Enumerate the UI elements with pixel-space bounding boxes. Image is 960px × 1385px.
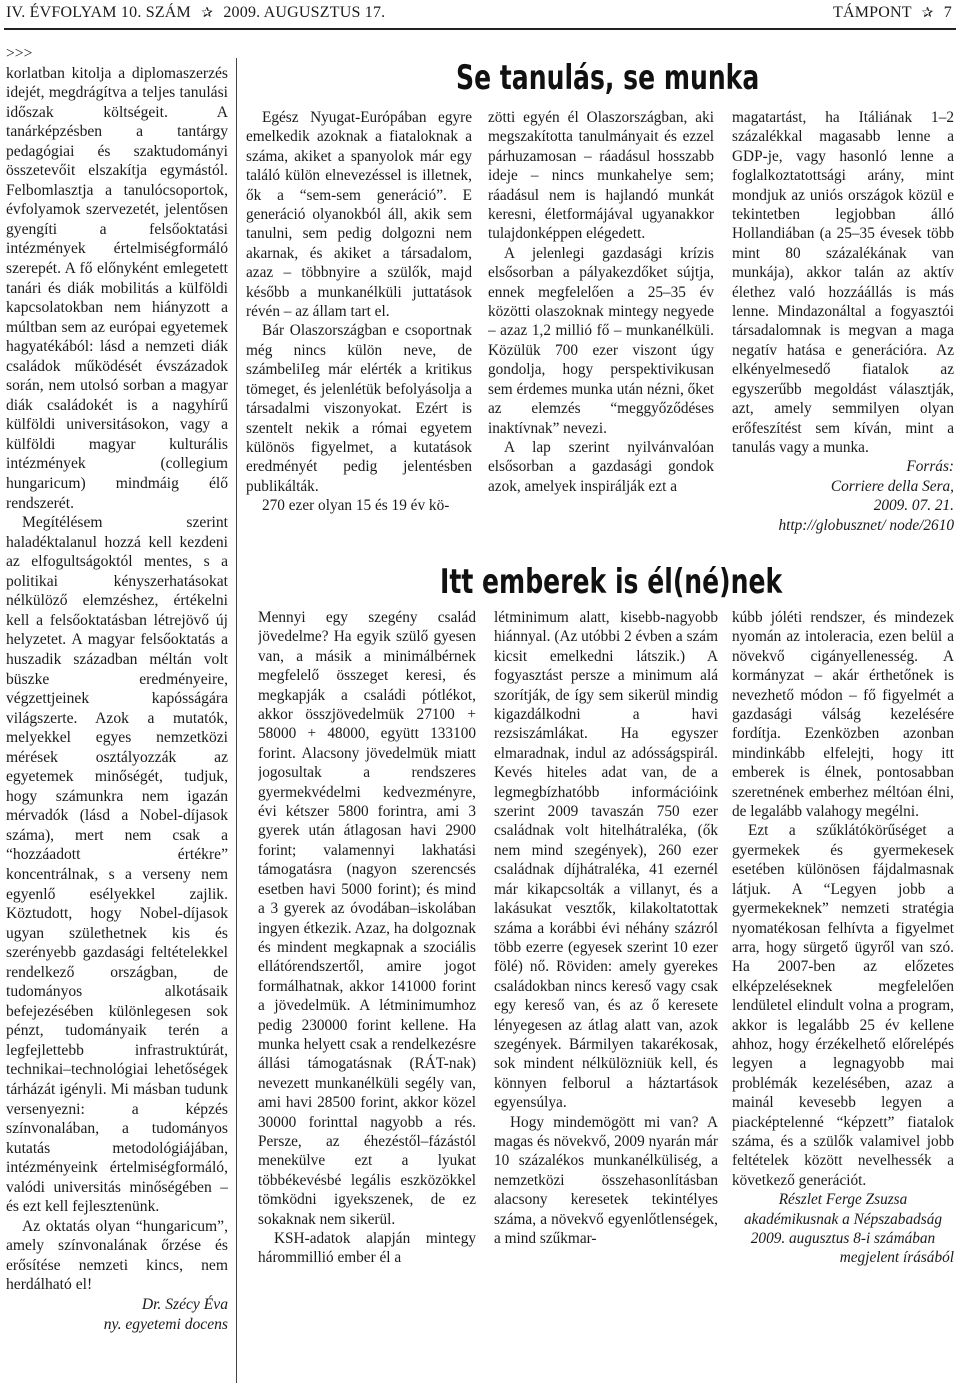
paragraph: Hogy mindemögött mi van? A magas és növekvő, 2009 nyarán már 10 százalékos munkanélküliség, a nemzetközi összehasonlításban alacsony keresetek tekintélyes száma, a növekvő egyenlőtlenségek, a mind szűkmar-: [494, 1113, 718, 1247]
paragraph: Egész Nyugat-Európában egyre emelkedik azoknak a fiataloknak a száma, akiket a spanyolok már egy találó külön elnevezéssel is illetnek, ők a “sem-sem generáció”. E generáció olyanokból áll, akik sem tanulni, sem pedig dolgozni nem akarnak, és akiket a társadalom, azaz – többnyire a szülők, majd később a munkanélküli juttatások révén – az állam tart el.: [246, 109, 472, 321]
paragraph: Az oktatás olyan “hungaricum”, amely színvonalának őrzése és erősítése nemzeti kincs, nem herdálható el!: [6, 1217, 228, 1294]
article-headline: Itt emberek is él(né)nek: [440, 562, 783, 602]
credit-line: Részlet Ferge Zsuzsa: [778, 1191, 908, 1209]
article1-column-3: [732, 108, 954, 548]
star-icon: ✰: [201, 6, 214, 21]
issue-label: IV. ÉVFOLYAM 10. SZÁM: [6, 4, 191, 21]
article2-column-3: [732, 608, 954, 1383]
credit-line: megjelent írásából: [839, 1249, 954, 1267]
source-label: Forrás:: [906, 458, 954, 476]
column-divider: [236, 58, 237, 1383]
left-column: [6, 44, 228, 1384]
paragraph: 270 ezer olyan 15 és 19 év kö-: [262, 497, 450, 515]
author-title: ny. egyetemi docens: [103, 1315, 228, 1333]
paragraph: Mennyi egy szegény család jövedelme? Ha egyik szülő gyesen van, a másik a minimálbérnek megfelelő összeget keresi, és megkapják a családi pótlékot, akkor összjövedelmük 27100 + 58000 + 48000, együtt 133100 forint. Alacsony jövedelmük miatt jogosultak a rendszeres gyermekvédelmi kedvezményre, évi kétszer 5800 forintra, ami 3 gyerek után átlagosan havi 2900 forint; valamennyi lakhatási támogatásra (nagyon szerencsés esetben havi 5000 forint); és mind a 3 gyerek az óvodában–iskolában ingyen étkezik. Azaz, ha dolgoznak és mindent megkapnak a szociális ellátórendszertől, amire jogot formálhatnak, akkor 141000 forint a jövedelmük. A létminimumhoz pedig 230000 forint kellene. Ha munka helyett csak a rendelkezésre állási támogatásnak (RÁT-nak) nevezett munkanélküli segély van, ami havi 28500 forint, akkor közel 30000 forinttal nagyobb a rés. Persze, az éhezéstől–fázástól menekülve ezt a lyukat többékevésbé legális eszközökkel tömködni igyekszenek, de ez sokaknak nem sikerül.: [258, 609, 476, 1228]
page-number: 7: [943, 4, 952, 21]
paragraph: A lap szerint nyilvánvalóan elsősorban a gazdasági gondok azok, amelyek inspirálják ezt a: [488, 438, 714, 495]
credit-line: 2009. augusztus 8-i számában: [750, 1230, 936, 1247]
paragraph: KSH-adatok alapján mintegy hárommillió ember él a: [258, 1230, 476, 1267]
source-name: Corriere della Sera,: [830, 477, 954, 495]
header-rule: [4, 28, 956, 30]
header-left: [6, 4, 385, 22]
issue-date: 2009. AUGUSZTUS 17.: [223, 4, 386, 21]
paragraph: magatartást, ha Itáliának 1–2 százalékkal magasabb lenne a GDP-je, vagy hasonló lenne a foglalkoztatottsági arány, mint mondjuk az uniós országok közül e tekintetben legjobban álló Hollandiában (a 25–35 évesek több mint 80 százalékának van munkája), akkor talán az aktív élethez való hozzáállás is más lenne. Mindazonáltal a fogyasztói társadalomnak is megvan a maga negatív hatása e generációra. Az elkényelmesedő fiatalok az egyszerűbb megoldást választják, azt, amely semmilyen olyan erőfeszítést sem kíván, mint a tanulás vagy a munka.: [732, 109, 954, 456]
star-icon: ✰: [921, 6, 934, 21]
paragraph: korlatban kitolja a diplomaszerzés idejét, megdrágítva a teljes tanulási időszak költségeit. A tanárképzésben a tantárgy pedagógiai és szaktudományi összetevőit elszakítja egymástól. Felbomlasztja a tanulócsoportok, évfolyamok szervezetét, jelentősen gyengíti a felsőoktatási intézmények értelmiségformáló szerepét. A fő előnyként emlegetett tanári és diák mobilitás a külföldi kapcsolatokban nem hiányzott a múltban sem az európai egyetemek hagyatékából: lásd a nemzeti diák családok működését évszázadok során, nem utolsó sorban a magyar diák családokét is a nagyhírű külföldi universitásokon, vagy a külföldi magyar kulturális intézmények (collegium hungaricum) mindmáig élő rendszerét.: [6, 64, 228, 512]
header-right: [833, 4, 952, 22]
paragraph: kúbb jóléti rendszer, és mindezek nyomán az intoleracia, ezen belül a növekvő cigányellenesség. A kormányzat – akár érthetőnek is nevezhető módon – fő figyelmét a gazdasági válság kezelésére fordítja. Ezenközben azonban mindinkább elfelejti, hogy itt emberek is élnek, pontosabban szeretnének emberhez méltóan élni, de legalább valahogy megélni.: [732, 609, 954, 821]
source-url: http://globusznet/ node/2610: [778, 516, 954, 534]
paragraph: zötti egyén él Olaszországban, aki megszakította tanulmányait és ezzel párhuzamosan – ráadásul hosszabb ideje – nincs munkahelye sem; ráadásul nem is hajlandó munkát keresni, életformájával ugyanakkor tulajdonképpen elégedett.: [488, 109, 714, 243]
source-date: 2009. 07. 21.: [873, 497, 954, 515]
continuation-mark: >>>: [6, 45, 33, 62]
paragraph: Ezt a szűklátókörűséget a gyermekek és gyermekesek esetében különösen fájdalmasnak látjuk. A “Legyen jobb a gyermekeknek” nemzeti stratégia nyomatékosan felhívta a figyelmet arra, hogy sürgető ügyről van szó. Ha 2007-ben az előzetes elképzeléseknek megfelelően lendületel elindult volna a program, akkor is legalább 25 év kellene ahhoz, hogy érzékelhető előrelépés legyen a legnagyobb mai problémák kezelésében, azaz a mainál kevesebb legyen a piacképtelenné “képzett” fiatalok száma, és a szülők valamivel jobb feltételek között nevelhessék a következő generációt.: [732, 822, 954, 1189]
paragraph: Bár Olaszországban e csoportnak még nincs külön neve, de számbeliIeg már elérték a kritikus tömeget, és jelenlétük befolyásolja a társadalmi viszonyokat. Ezért is szentelt nekik a római egyetem különös figyelmet, a kutatások eredményét pedig jelentésben publikálták.: [246, 322, 472, 495]
article1-column-2: [488, 108, 714, 538]
author-name: Dr. Szécy Éva: [141, 1296, 228, 1313]
article2-column-2: [494, 608, 718, 1383]
article-headline: Se tanulás, se munka: [456, 58, 760, 98]
paragraph: létminimum alatt, kisebb-nagyobb hiánnyal. (Az utóbbi 2 évben a szám kicsit emelkedni látszik.) A fogyasztást persze a minimum alá szorítják, de így sem sikerül mindig kigazdálkodni a havi rezsiszámlákat. Ha egyszer elmaradnak, indul az adósságspirál. Kevés hiteles adat van, de a legmegbízhatóbb információink szerint 2009 tavaszán 750 ezer családnak volt hitelhátraléka, (ők nem mind szegények), 260 ezer családnak díjhátraléka, 41 ezernél már kikapcsolták a villanyt, és a lakásukat vesztők, kilakoltatottak száma a korábbi évi néhány százról több ezerre (egyesek szerint 10 ezer fölé) nő. Röviden: amely gyerekes családokban nincs kereső vagy csak egy kereső van, és az ő keresete lényegesen az átlag alatt van, azok szegények. Bármilyen takarékosak, sok mindent nélkülözniük kell, és könnyen felborul a háztartások egyensúlya.: [494, 609, 718, 1112]
article1-column-1: [246, 108, 472, 538]
paragraph: Megítélésem szerint haladéktalanul hozzá kell kezdeni az elfogultságoktól mentes, s a politikai kényszerhatásokat nélkülöző elemzéshez, értékelni kell a felsőoktatásban létrejövő új helyzetet. A magyar felsőoktatás a huszadik században méltán volt büszke eredményeire, végzettjeinek kapósságára világszerte. Azok a mutatók, melyekkel egyes nemzetközi mérések osztályozzák az egyetemek minőségét, tudjuk, hogy számunkra nem igazán mérvadók (lásd a Nobel-díjasok száma), mert nem csak a “hozzáadott értékre” koncentrálnak, s a verseny nem egyenlő esélyekkel zajlik. Köztudott, hogy Nobel-díjasok ugyan születhetnek kis és szerényebb gazdasági feltételekkel rendelkező országban, de tudományos alkotásaik befejezésében különlegesen sok pénzt, tudományaik terén a legfejlettebb infrastruktúrát, technikai–technológiai lehetőségek tárházát igényli. Mi másban tudunk versenyezni: a képzés színvonalában, a tudományos kutatás metodológiájában, intézményeink értelmiségformáló, valódi universitás minőségében – és ezt kell fejlesztenünk.: [6, 514, 228, 1216]
credit-line: akadémikusnak a Népszabadság: [744, 1210, 942, 1228]
paragraph: A jelenlegi gazdasági krízis elsősorban a pályakezdőket sújtja, ennek megfelelően a 25–35 év közötti olaszoknak mintegy negyede – azaz 1,2 millió fő – munkanélküli. Közülük 700 ezer viszont úgy gondolja, hogy perspektivikusan sem érdemes munka után nézni, őket az elemzés “meggyőződéses inaktívnak” nevezi.: [488, 244, 714, 437]
article2-column-1: [258, 608, 476, 1383]
publication-name: TÁMPONT: [833, 4, 912, 21]
